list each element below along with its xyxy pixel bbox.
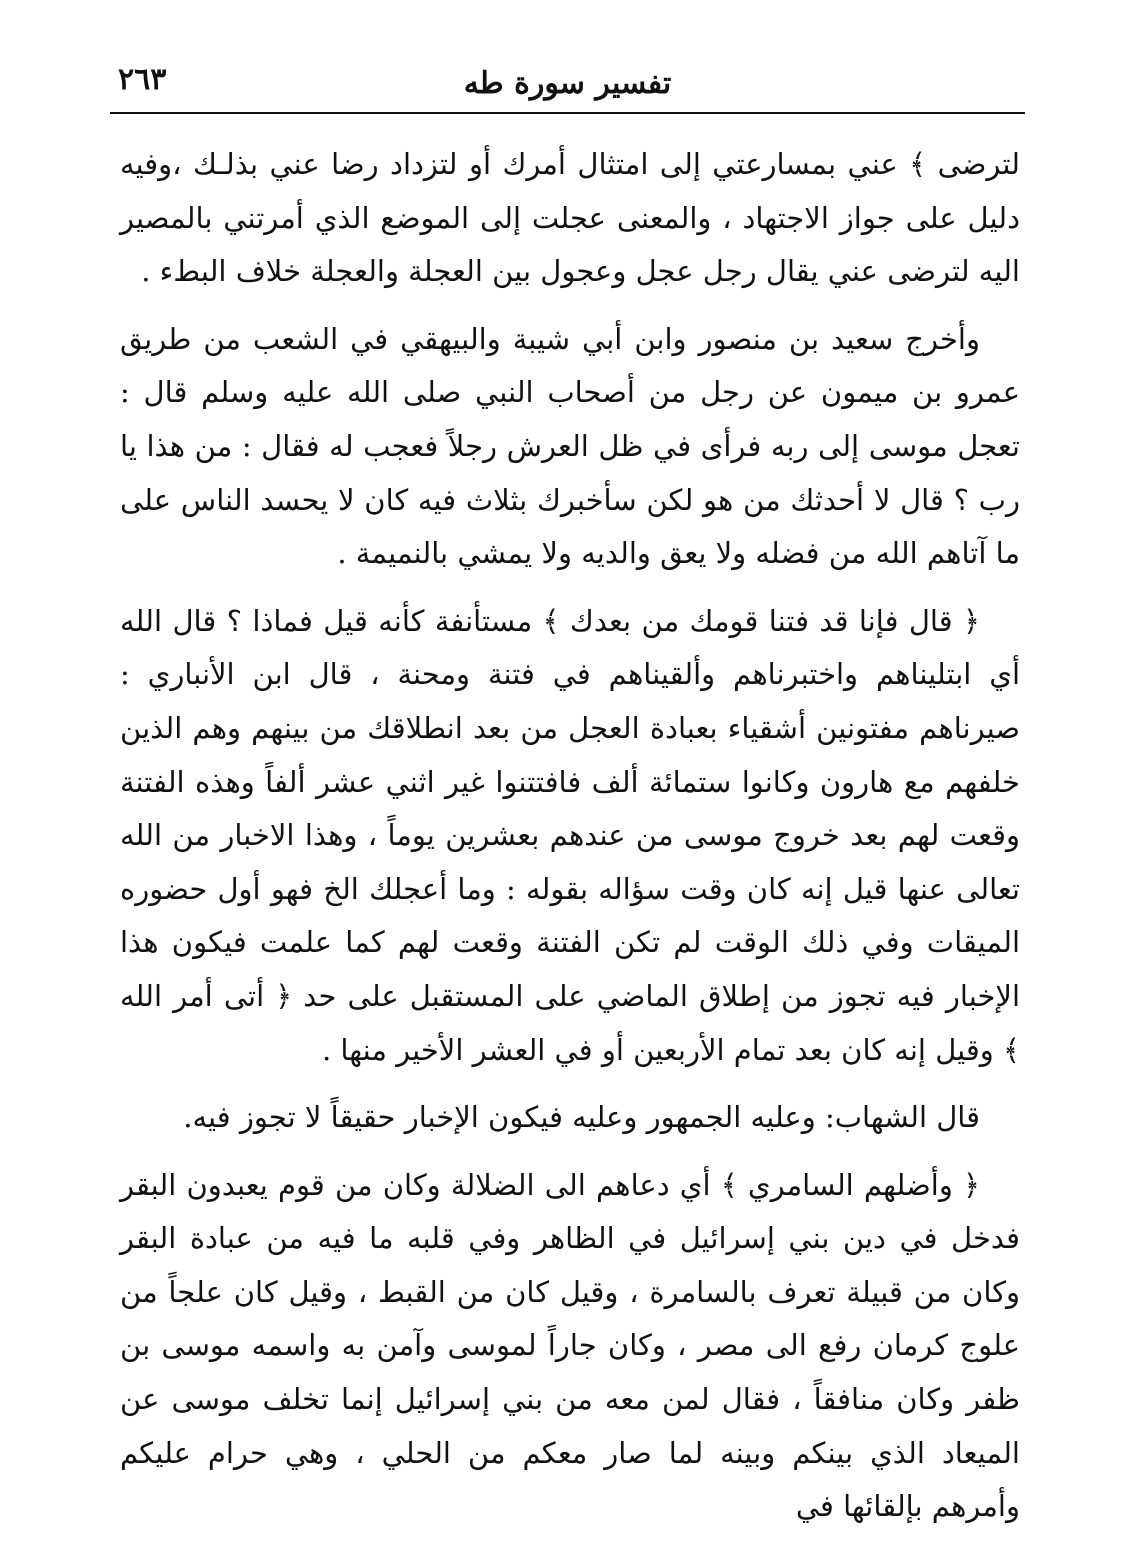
paragraph-5: ﴿ وأضلهم السامري ﴾ أي دعاهم الى الضلالة وكان من قوم يعبدون البقر فدخل في دين بني إسرائيل في الظاهر وفي قلبه ما فيه من عبادة البقر وكان من قبيلة تعرف بالسامرة ، وقيل كان من القبط ، وقيل كان علجاً من علوج كرمان رفع الى مصر ، وكان جاراً لموسى وآمن به واسمه موسى بن ظفر وكان منافقاً ، فقال لمن معه من بني إسرائيل إنما تخلف موسى عن الميعاد الذي بينكم وبينه لما صار معكم من الحلي ، وهي حرام عليكم وأمرهم بإلقائها في — [120, 1167, 1021, 1524]
paragraph-2: وأخرج سعيد بن منصور وابن أبي شيبة والبيهقي في الشعب من طريق عمرو بن ميمون عن رجل من أصحاب النبي صلى الله عليه وسلم قال : تعجل موسى إلى ربه فرأى في ظل العرش رجلاً فعجب له فقال : من هذا يا رب ؟ قال لا أحدثك من هو لكن سأخبرك بثلاث فيه كان لا يحسد الناس على ما آتاهم الله من فضله ولا يعق والديه ولا يمشي بالنميمة . — [120, 321, 1020, 571]
paragraph-4: قال الشهاب: وعليه الجمهور وعليه فيكون الإخبار حقيقاً لا تجوز فيه. — [183, 1100, 980, 1135]
paragraph-3: ﴿ قال فإنا قد فتنا قومك من بعدك ﴾ مستأنفة كأنه قيل فماذا ؟ قال الله أي ابتليناهم واختبرناهم وألقيناهم في فتنة ومحنة ، قال ابن الأنباري : صيرناهم مفتونين أشقياء بعبادة العجل من بعد انطلاقك من بينهم وهم الذين خلفهم مع هارون وكانوا ستمائة ألف فافتتنوا غير اثني عشر ألفاً وهذه الفتنة وقعت لهم بعد خروج موسى من عندهم بعشرين يوماً ، وهذا الاخبار من الله تعالى عنها قيل إنه كان وقت سؤاله بقوله : وما أعجلك الخ فهو أول حضوره الميقات وفي ذلك الوقت لم تكن الفتنة وقعت لهم كما علمت فيكون هذا الإخبار فيه تجوز من إطلاق الماضي على المستقبل على حد ﴿ أتى أمر الله ﴾ وقيل إنه كان بعد تمام الأربعين أو في العشر الأخير منها . — [120, 603, 1020, 1067]
header-divider — [110, 112, 1025, 114]
header-title: تفسير سورة طه — [463, 66, 672, 101]
running-header — [110, 58, 1025, 108]
paragraph-1: لترضى ﴾ عني بمسارعتي إلى امتثال أمرك أو لتزداد رضا عني بذلـك ،وفيه دليل على جواز الاجتهاد ، والمعنى عجلت إلى الموضع الذي أمرتني بالمصير اليه لترضى عني يقال رجل عجل وعجول بين العجلة والعجلة خلاف البطء . — [120, 147, 1020, 289]
page-body — [120, 138, 1020, 1548]
page-number: ٢٦٣ — [118, 62, 167, 97]
